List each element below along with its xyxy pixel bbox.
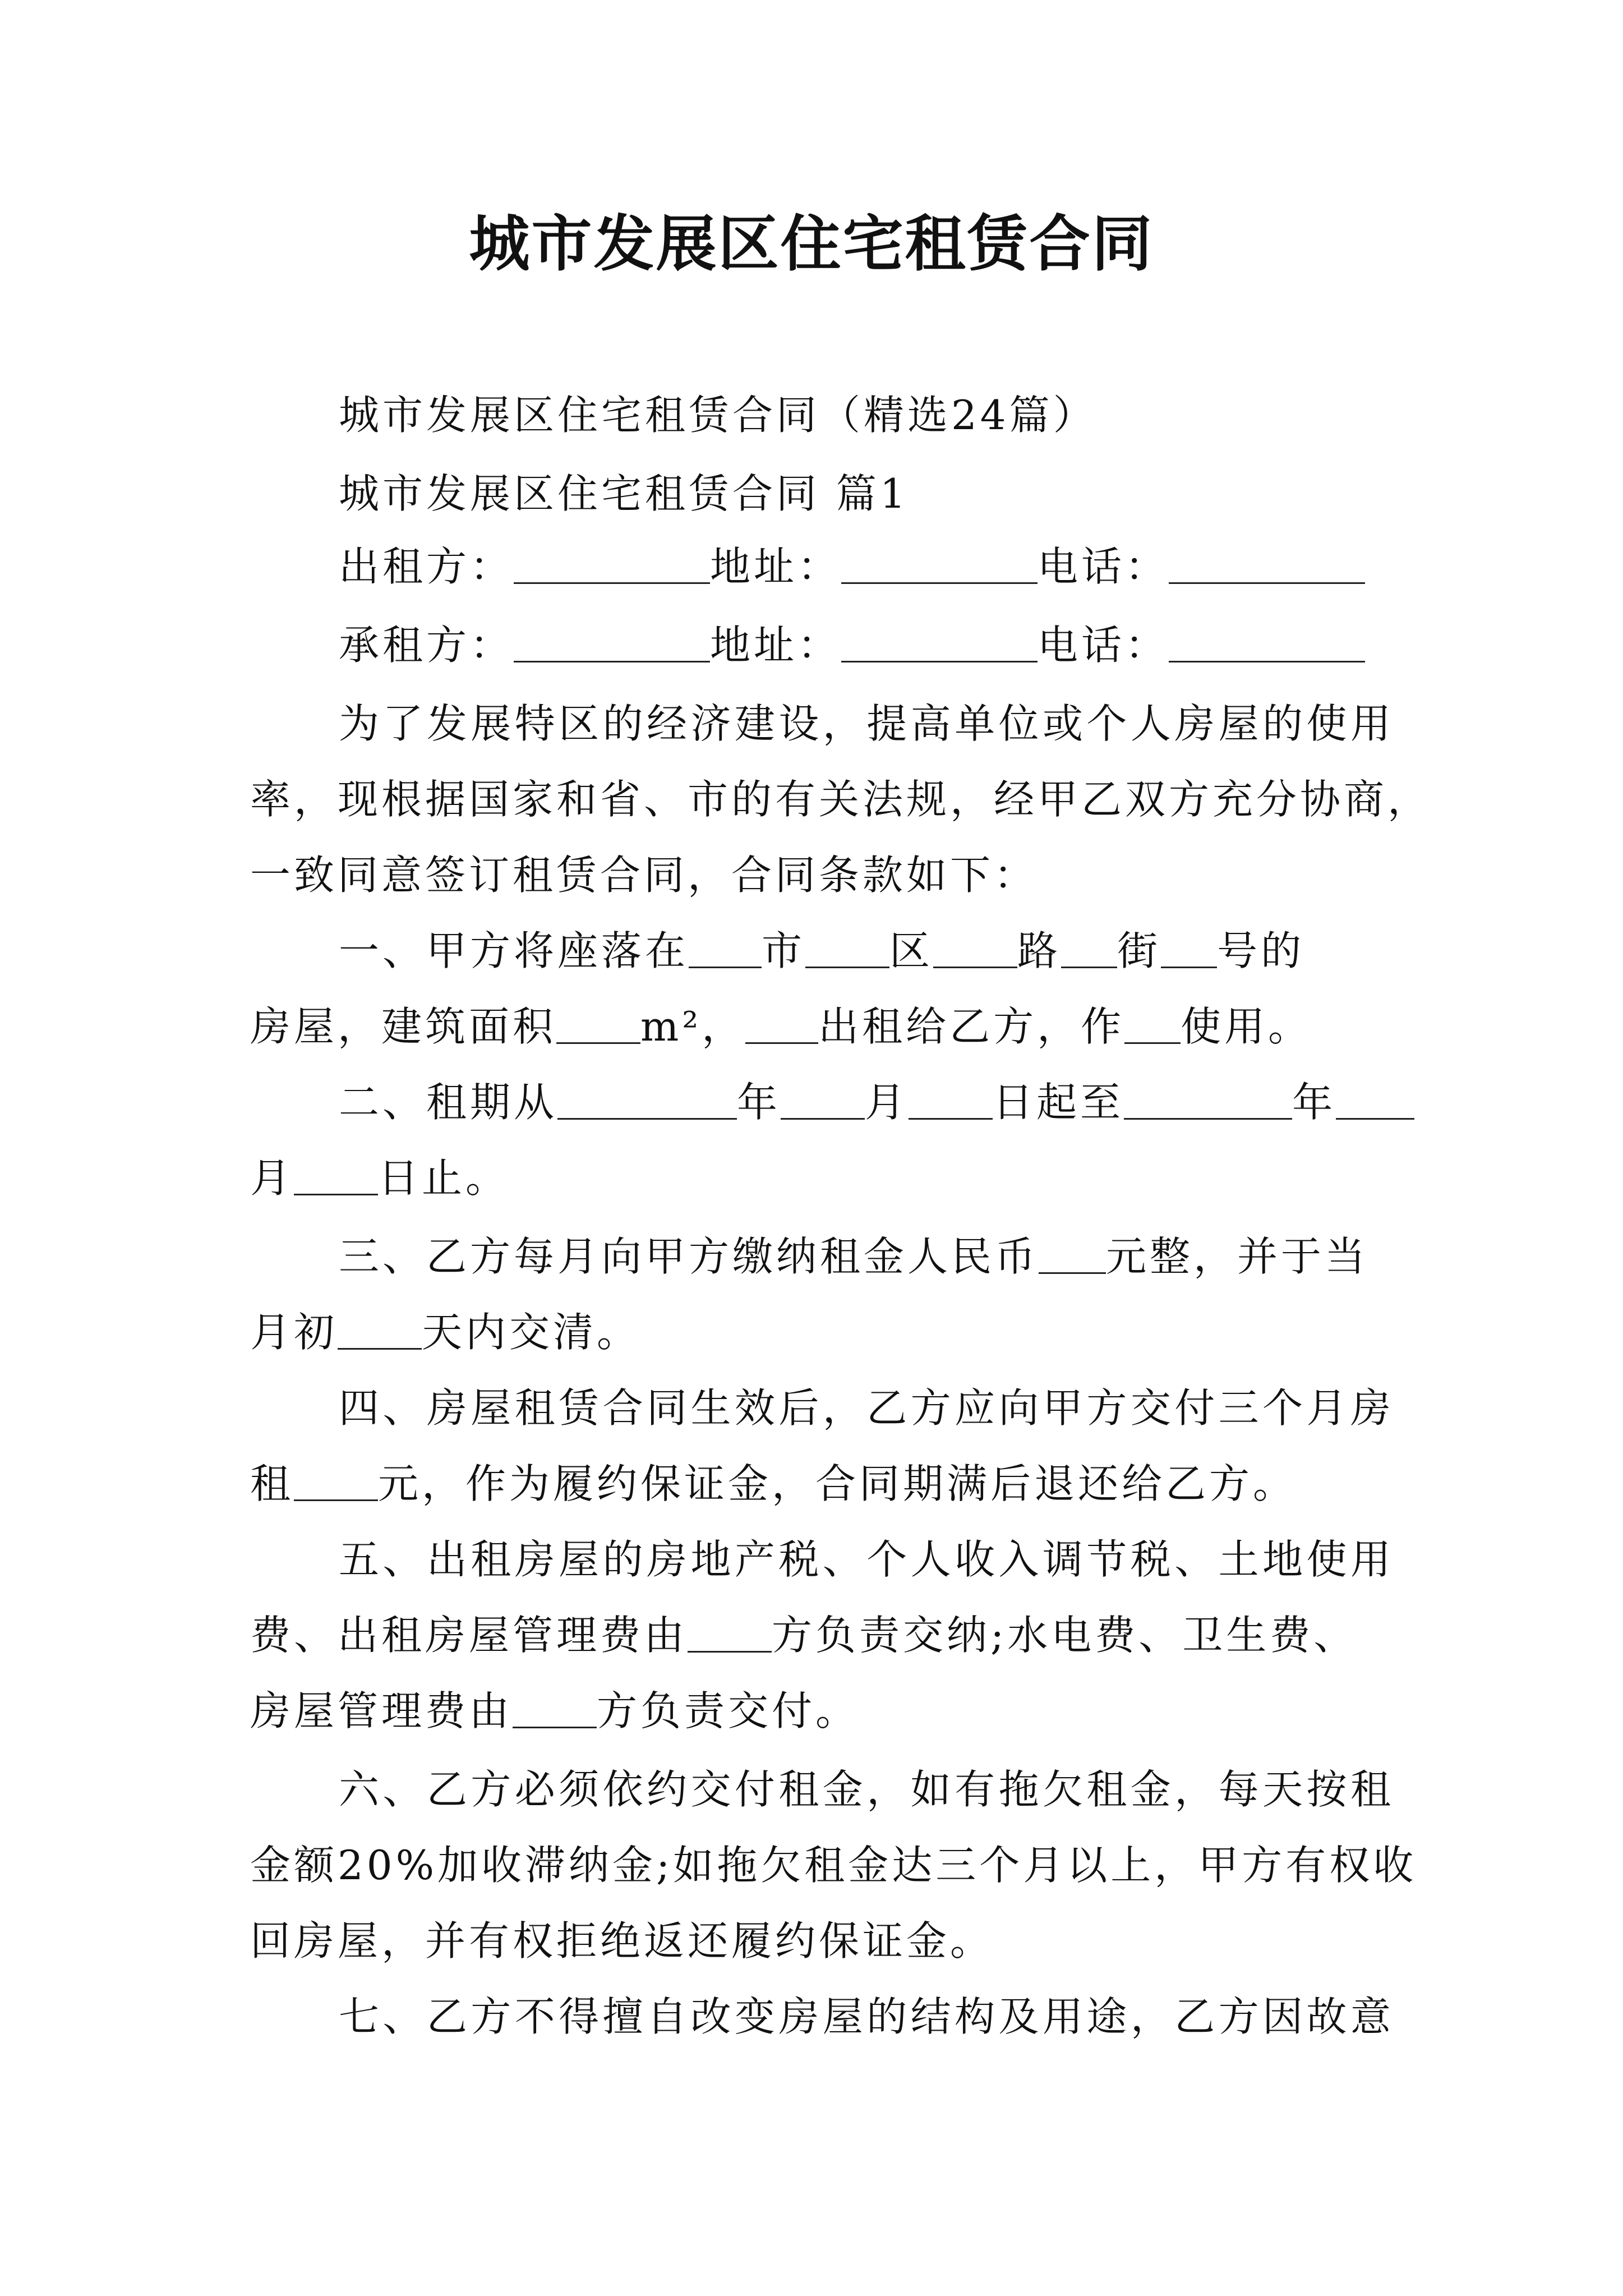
phone-label: 电话： bbox=[1038, 622, 1169, 669]
clause-text: 号的 bbox=[1217, 927, 1305, 974]
blank bbox=[933, 926, 1017, 968]
blank bbox=[1161, 926, 1217, 968]
clause-text: 租 bbox=[250, 1460, 294, 1507]
clause-2-line-2 bbox=[250, 1150, 1394, 1206]
subtitle: 城市发展区住宅租赁合同（精选24篇） bbox=[339, 392, 1097, 439]
clause-text: 路 bbox=[1017, 927, 1062, 974]
clause-text: 方负责交纳;水电费、卫生费、 bbox=[772, 1612, 1358, 1659]
clause-text: 日起至 bbox=[993, 1079, 1124, 1126]
clause-1-line-1 bbox=[339, 923, 1394, 979]
blank bbox=[294, 1459, 378, 1501]
clause-text: 出租给乙方，作 bbox=[818, 1003, 1125, 1050]
blank bbox=[745, 1002, 818, 1044]
clause-text: 二、租期从 bbox=[339, 1079, 558, 1126]
clause-text: 区 bbox=[889, 927, 934, 974]
clause-6-line-2: 金额20%加收滞纳金;如拖欠租金达三个月以上，甲方有权收 bbox=[250, 1842, 1417, 1889]
lessee-line bbox=[339, 617, 1394, 673]
clause-text: 使用。 bbox=[1181, 1003, 1312, 1050]
clause-text: 费、出租房屋管理费由 bbox=[250, 1612, 688, 1659]
clause-7-line-1: 七、乙方不得擅自改变房屋的结构及用途，乙方因故意 bbox=[339, 1993, 1394, 2040]
blank bbox=[688, 1611, 772, 1653]
phone-label: 电话： bbox=[1038, 543, 1169, 590]
clause-text: 市 bbox=[762, 927, 806, 974]
blank bbox=[1169, 620, 1365, 662]
clause-text: 元整，并于当 bbox=[1106, 1233, 1369, 1280]
clause-text: m²， bbox=[640, 1003, 746, 1050]
clause-5-line-3 bbox=[250, 1683, 1394, 1739]
blank bbox=[294, 1153, 378, 1195]
document-title: 城市发展区住宅租赁合同 bbox=[469, 209, 1154, 279]
lessee-label: 承租方： bbox=[339, 622, 514, 669]
clause-1-line-2 bbox=[250, 999, 1394, 1055]
clause-5-line-1: 五、出租房屋的房地产税、个人收入调节税、土地使用 bbox=[339, 1536, 1394, 1583]
blank bbox=[909, 1078, 993, 1120]
blank bbox=[1061, 926, 1117, 968]
clause-text: 方负责交付。 bbox=[597, 1687, 860, 1734]
clause-text: 日止。 bbox=[378, 1154, 510, 1202]
address-label: 地址： bbox=[710, 543, 842, 590]
clause-text: 一、甲方将座落在 bbox=[339, 927, 689, 974]
blank bbox=[557, 1078, 737, 1120]
blank bbox=[1336, 1078, 1414, 1120]
clause-text: 房屋，建筑面积 bbox=[250, 1003, 557, 1050]
clause-text: 月初 bbox=[250, 1309, 338, 1356]
clause-6-line-1: 六、乙方必须依约交付租金，如有拖欠租金，每天按租 bbox=[339, 1766, 1394, 1813]
intro-line-1: 为了发展特区的经济建设，提高单位或个人房屋的使用 bbox=[339, 700, 1394, 747]
blank bbox=[1124, 1078, 1292, 1120]
blank bbox=[1124, 1002, 1181, 1044]
blank bbox=[805, 926, 889, 968]
clause-4-line-2 bbox=[250, 1456, 1394, 1512]
blank bbox=[514, 542, 710, 584]
blank bbox=[1039, 1232, 1106, 1274]
clause-text: 三、乙方每月向甲方缴纳租金人民币 bbox=[339, 1233, 1039, 1280]
clause-5-line-2 bbox=[250, 1607, 1394, 1663]
blank bbox=[841, 620, 1038, 662]
clause-text: 元，作为履约保证金，合同期满后退还给乙方。 bbox=[378, 1460, 1297, 1507]
clause-4-line-1: 四、房屋租赁合同生效后，乙方应向甲方交付三个月房 bbox=[339, 1384, 1394, 1432]
clause-text: 天内交清。 bbox=[422, 1309, 641, 1356]
blank bbox=[338, 1308, 422, 1350]
clause-text: 街 bbox=[1117, 927, 1161, 974]
blank bbox=[841, 542, 1038, 584]
clause-text: 年 bbox=[737, 1079, 781, 1126]
clause-3-line-1 bbox=[339, 1228, 1394, 1285]
lessor-line bbox=[339, 539, 1394, 595]
clause-text: 月 bbox=[865, 1079, 909, 1126]
blank bbox=[1169, 542, 1365, 584]
blank bbox=[514, 620, 710, 662]
clause-3-line-2 bbox=[250, 1304, 1394, 1360]
clause-6-line-3: 回房屋，并有权拒绝返还履约保证金。 bbox=[250, 1917, 994, 1964]
clause-text: 年 bbox=[1292, 1079, 1336, 1126]
intro-line-2: 率，现根据国家和省、市的有关法规，经甲乙双方充分协商， bbox=[250, 776, 1432, 823]
section-heading: 城市发展区住宅租赁合同 篇1 bbox=[339, 470, 909, 517]
clause-text: 月 bbox=[250, 1154, 294, 1202]
lessor-label: 出租方： bbox=[339, 543, 514, 590]
blank bbox=[781, 1078, 865, 1120]
clause-2-line-1 bbox=[339, 1074, 1394, 1130]
blank bbox=[689, 926, 762, 968]
clause-text: 房屋管理费由 bbox=[250, 1687, 513, 1734]
address-label: 地址： bbox=[710, 622, 842, 669]
blank bbox=[513, 1686, 597, 1728]
blank bbox=[556, 1002, 640, 1044]
intro-line-3: 一致同意签订租赁合同，合同条款如下： bbox=[250, 852, 1038, 899]
